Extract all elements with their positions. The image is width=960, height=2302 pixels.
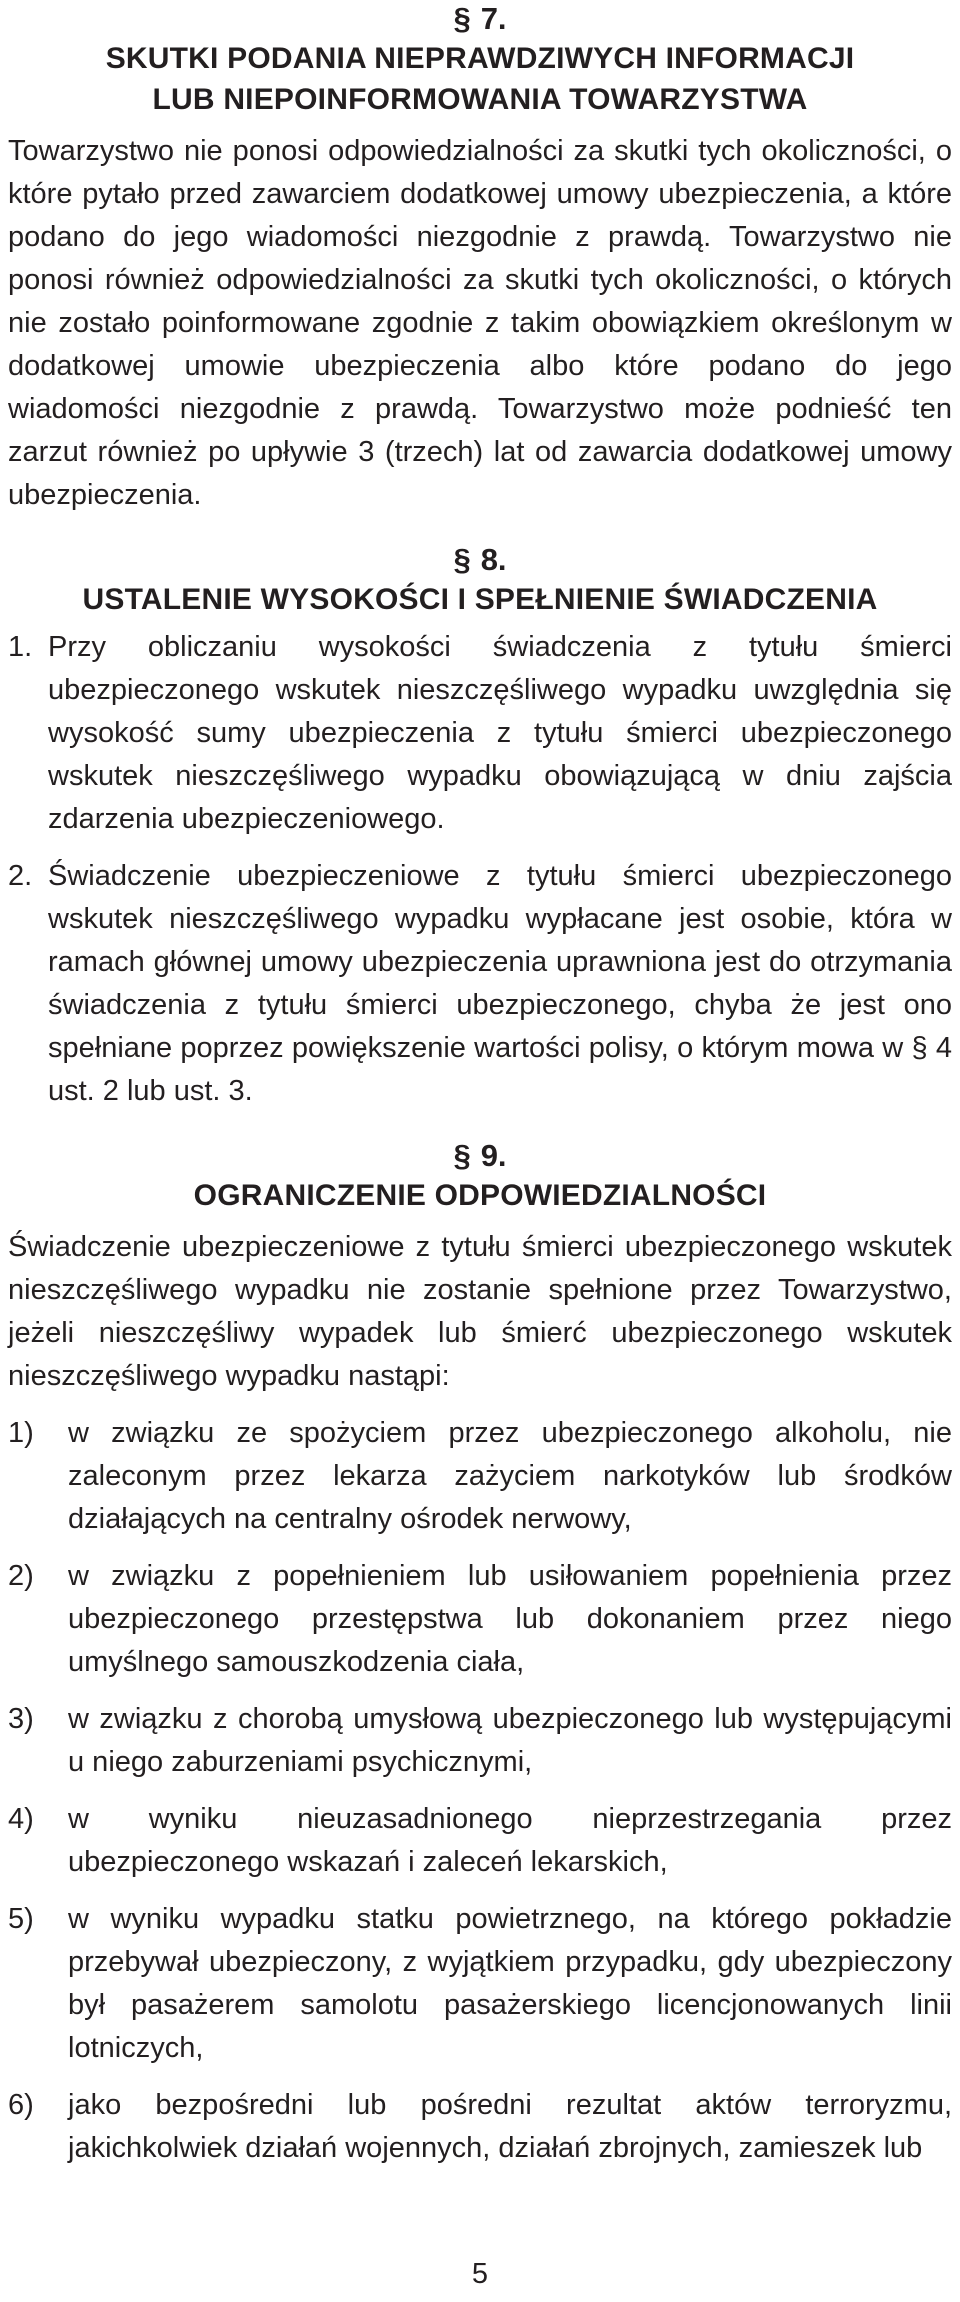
section-title-line2: LUB NIEPOINFORMOWANIA TOWARZYSTWA xyxy=(152,83,808,116)
section-number-value: 9. xyxy=(480,1138,507,1173)
section-number xyxy=(8,541,952,579)
section-number xyxy=(8,1137,952,1175)
list-item-text: w związku ze spożyciem przez ubezpieczonego alkoholu, nie zaleconym przez lekarza zażyciem narkotyków lub środków działających na centralny ośrodek nerwowy, xyxy=(68,1417,952,1535)
list-item xyxy=(8,2084,952,2170)
section-number-value: 8. xyxy=(480,542,507,577)
list-item xyxy=(8,1898,952,2070)
list-item-text: w wyniku nieuzasadnionego nieprzestrzegania przez ubezpieczonego wskazań i zaleceń lekarskich, xyxy=(68,1803,952,1878)
list-item-number: 6) xyxy=(8,2089,34,2121)
list-item-text: Przy obliczaniu wysokości świadczenia z tytułu śmierci ubezpieczonego wskutek nieszczęśliwego wypadku uwzględnia się wysokość sumy ubezpieczenia z tytułu śmierci ubezpieczonego wskutek nieszczęśliwego wypadku obowiązującą w dniu zajścia zdarzenia ubezpieczeniowego. xyxy=(48,631,952,835)
list-item xyxy=(8,1698,952,1784)
section-intro: Świadczenie ubezpieczeniowe z tytułu śmierci ubezpieczonego wskutek nieszczęśliwego wypadku nie zostanie spełnione przez Towarzystwo, jeżeli nieszczęśliwy wypadek lub śmierć ubezpieczonego wskutek nieszczęśliwego wypadku nastąpi: xyxy=(8,1231,952,1392)
list-item xyxy=(8,1412,952,1541)
section-paragraph: Towarzystwo nie ponosi odpowiedzialności za skutki tych okoliczności, o które pytało przed zawarciem dodatkowej umowy ubezpieczenia, a które podano do jego wiadomości niezgodnie z prawdą. Towarzystwo nie ponosi również odpowiedzialności za skutki tych okoliczności, o których nie zostało poinformowane zgodnie z takim obowiązkiem określonym w dodatkowej umowie ubezpieczenia albo które podano do jego wiadomości niezgodnie z prawdą. Towarzystwo może podnieść ten zarzut również po upływie 3 (trzech) lat od zawarcia dodatkowej umowy ubezpieczenia. xyxy=(8,135,952,511)
section-title: OGRANICZENIE ODPOWIEDZIALNOŚCI xyxy=(193,1179,767,1212)
list-item-number: 1) xyxy=(8,1417,34,1449)
list-item-text: w związku z popełnieniem lub usiłowaniem popełnienia przez ubezpieczonego przestępstwa lub dokonaniem przez niego umyślnego samouszkodzenia ciała, xyxy=(68,1560,952,1678)
section-7 xyxy=(8,0,952,517)
section-title-line1: SKUTKI PODANIA NIEPRAWDZIWYCH INFORMACJI xyxy=(105,42,855,75)
section-number-value: 7. xyxy=(480,1,507,36)
list-item-text: jako bezpośredni lub pośredni rezultat aktów terroryzmu, jakichkolwiek działań wojennych, działań zbrojnych, zamieszek lub xyxy=(68,2089,952,2164)
list-item-text: w związku z chorobą umysłową ubezpieczonego lub występującymi u niego zaburzeniami psychicznymi, xyxy=(68,1703,952,1778)
section-sign: § xyxy=(453,1138,471,1173)
list-item xyxy=(8,1798,952,1884)
list-item xyxy=(8,1555,952,1684)
list-item-number: 3) xyxy=(8,1703,34,1735)
list-item-number: 2. xyxy=(8,860,33,892)
list-item xyxy=(8,855,952,1113)
section-number xyxy=(8,0,952,38)
section-9 xyxy=(8,1137,952,2170)
section-sign: § xyxy=(453,542,471,577)
list-item xyxy=(8,626,952,841)
list-item-number: 2) xyxy=(8,1560,34,1592)
list-item-number: 1. xyxy=(8,631,33,663)
document-page xyxy=(8,0,952,2170)
list-item-text: Świadczenie ubezpieczeniowe z tytułu śmierci ubezpieczonego wskutek nieszczęśliwego wypadku wypłacane jest osobie, która w ramach głównej umowy ubezpieczenia uprawniona jest do otrzymania świadczenia z tytułu śmierci ubezpieczonego, chyba że jest ono spełniane poprzez powiększenie wartości polisy, o którym mowa w § 4 ust. 2 lub ust. 3. xyxy=(48,860,952,1107)
list-item-text: w wyniku wypadku statku powietrznego, na którego pokładzie przebywał ubezpieczony, z wyjątkiem przypadku, gdy ubezpieczony był pasażerem samolotu pasażerskiego licencjonowanych linii lotniczych, xyxy=(68,1903,952,2064)
section-title: USTALENIE WYSOKOŚCI I SPEŁNIENIE ŚWIADCZENIA xyxy=(82,583,878,616)
list-item-number: 4) xyxy=(8,1803,34,1835)
section-8 xyxy=(8,541,952,1113)
page-number: 5 xyxy=(471,2258,489,2290)
section-sign: § xyxy=(453,1,471,36)
list-item-number: 5) xyxy=(8,1903,34,1935)
